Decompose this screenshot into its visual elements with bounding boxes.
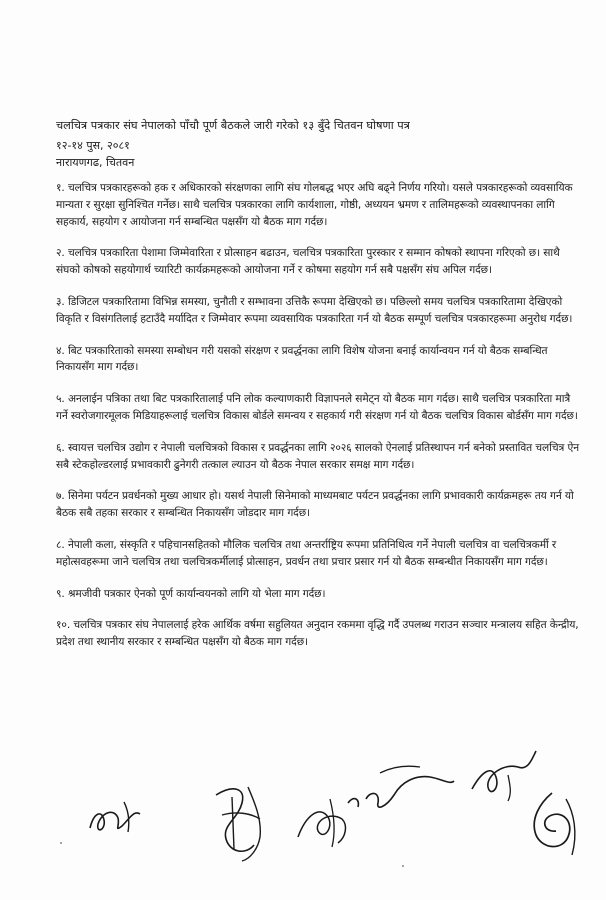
declaration-item-2: २. चलचित्र पत्रकारिता पेशामा जिम्मेवारिता र प्रोत्साहन बढाउन, चलचित्र पत्रकारिता पुरस्कार र सम्मान कोषको स्थापना गरिएको छ। साथै संघको कोषको सहयोगार्थ च्यारिटी कार्यक्रमहरूको आयोजना गर्ने र कोषमा सहयोग गर्न सबै पक्षसँग संघ अपिल गर्दछ।	[56, 247, 560, 277]
document-place: नारायणगढ, चितवन	[56, 156, 135, 169]
declaration-items	[56, 180, 584, 666]
declaration-item-4: ४. बिट पत्रकारिताको समस्या सम्बोधन गरी यसको संरक्षण र प्रवर्द्धनका लागि विशेष योजना बनाई कार्यान्वयन गर्न यो बैठक सम्बन्धित निकायसँग माग गर्दछ।	[56, 344, 548, 374]
declaration-item-3: ३. डिजिटल पत्रकारितामा विभिन्न समस्या, चुनौती र सम्भावना उत्तिकै रूपमा देखिएको छ। पछिल्लो समय चलचित्र पत्रकारितामा देखिएको विकृति र विसंगतिलाई हटाउँदै मर्यादित र जिम्मेवार रूपमा व्यवसायिक पत्रकारिता गर्न यो बैठक सम्पूर्ण चलचित्र पत्रकारहरूमा अनुरोध गर्दछ।	[56, 295, 573, 325]
document-title: चलचित्र पत्रकार संघ नेपालको पाँचौ पूर्ण बैठकले जारी गरेको १३ बुँदे चितवन घोषणा पत्र	[56, 119, 410, 132]
signature-6	[518, 785, 588, 865]
signature-4	[340, 755, 460, 815]
document-date: १२-१४ पुस, २०८१	[56, 139, 130, 152]
scan-speck	[60, 842, 62, 844]
signature-2	[202, 775, 282, 865]
declaration-item-7: ७. सिनेमा पर्यटन प्रवर्धनको मुख्य आधार हो। यसर्थ नेपाली सिनेमाको माध्यमबाट पर्यटन प्रवर्द्धनका लागि प्रभावकारी कार्यक्रमहरू तय गर्न यो बैठक सबै तहका सरकार र सम्बन्धित निकायसँग जोडदार माग गर्दछ।	[56, 490, 574, 520]
declaration-item-10: १०. चलचित्र पत्रकार संघ नेपाललाई हरेक आर्थिक वर्षमा सहुलियत अनुदान रकममा वृद्धि गर्दै उपलब्ध गराउन सञ्चार मन्त्रालय सहित केन्द्रीय, प्रदेश तथा स्थानीय सरकार र सम्बन्धित पक्षसँग यो बैठक माग गर्दछ।	[56, 619, 579, 649]
signature-1	[84, 790, 154, 840]
declaration-item-6: ६. स्वायत्त चलचित्र उद्योग र नेपाली चलचित्रको विकास र प्रवर्द्धनका लागि २०२६ सालको ऐनलाई प्रतिस्थापन गर्न बनेको प्रस्तावित चलचित्र ऐन सबै स्टेकहोल्डरलाई प्रभावकारी ढुनेगरी तत्काल ल्याउन यो बैठक नेपाल सरकार समक्ष माग गर्दछ।	[56, 441, 579, 471]
declaration-item-5: ५. अनलाईन पत्रिका तथा बिट पत्रकारितालाई पनि लोक कल्याणकारी विज्ञापनले समेट्न यो बैठक माग गर्दछ। साथै चलचित्र पत्रकारिता मात्रै गर्ने स्वरोजगारमूलक मिडियाहरूलाई चलचित्र विकास बोर्डले समन्वय र सहकार्य गरी संरक्षण गर्न यो बैठक चलचित्र विकास बोर्डसँग माग गर्दछ।	[56, 393, 578, 422]
signature-area	[70, 745, 590, 865]
declaration-item-9: ९. श्रमजीवी पत्रकार ऐनको पूर्ण कार्यान्वयनको लागि यो भेला माग गर्दछ।	[56, 587, 326, 600]
declaration-item-1: १. चलचित्र पत्रकारहरूको हक र अधिकारको संरक्षणका लागि संघ गोलबद्ध भएर अघि बढ्ने निर्णय गरियो। यसले पत्रकारहरूको व्यवसायिक मान्यता र सुरक्षा सुनिश्चित गर्नेछ। साथै चलचित्र पत्रकारका लागि कार्यशाला, गोष्ठी, अध्ययन भ्रमण र तालिमहरूको व्यवस्थापनका लागि सहकार्य, सहयोग र आयोजना गर्न सम्बन्धित पक्षसँग यो बैठक माग गर्दछ।	[56, 182, 573, 228]
scan-speck	[402, 865, 404, 867]
declaration-item-8: ८. नेपाली कला, संस्कृति र पहिचानसहितको मौलिक चलचित्र तथा अन्तर्राष्ट्रिय रूपमा प्रतिनिधित्व गर्ने नेपाली चलचित्र वा चलचित्रकर्मी र महोत्सवहरूमा जाने चलचित्र तथा चलचित्रकर्मीलाई प्रोत्साहन, प्रवर्धन तथा प्रचार प्रसार गर्न यो बैठक सम्बन्धीत निकायसँग माग गर्दछ।	[56, 538, 557, 568]
document-meta	[56, 137, 134, 171]
